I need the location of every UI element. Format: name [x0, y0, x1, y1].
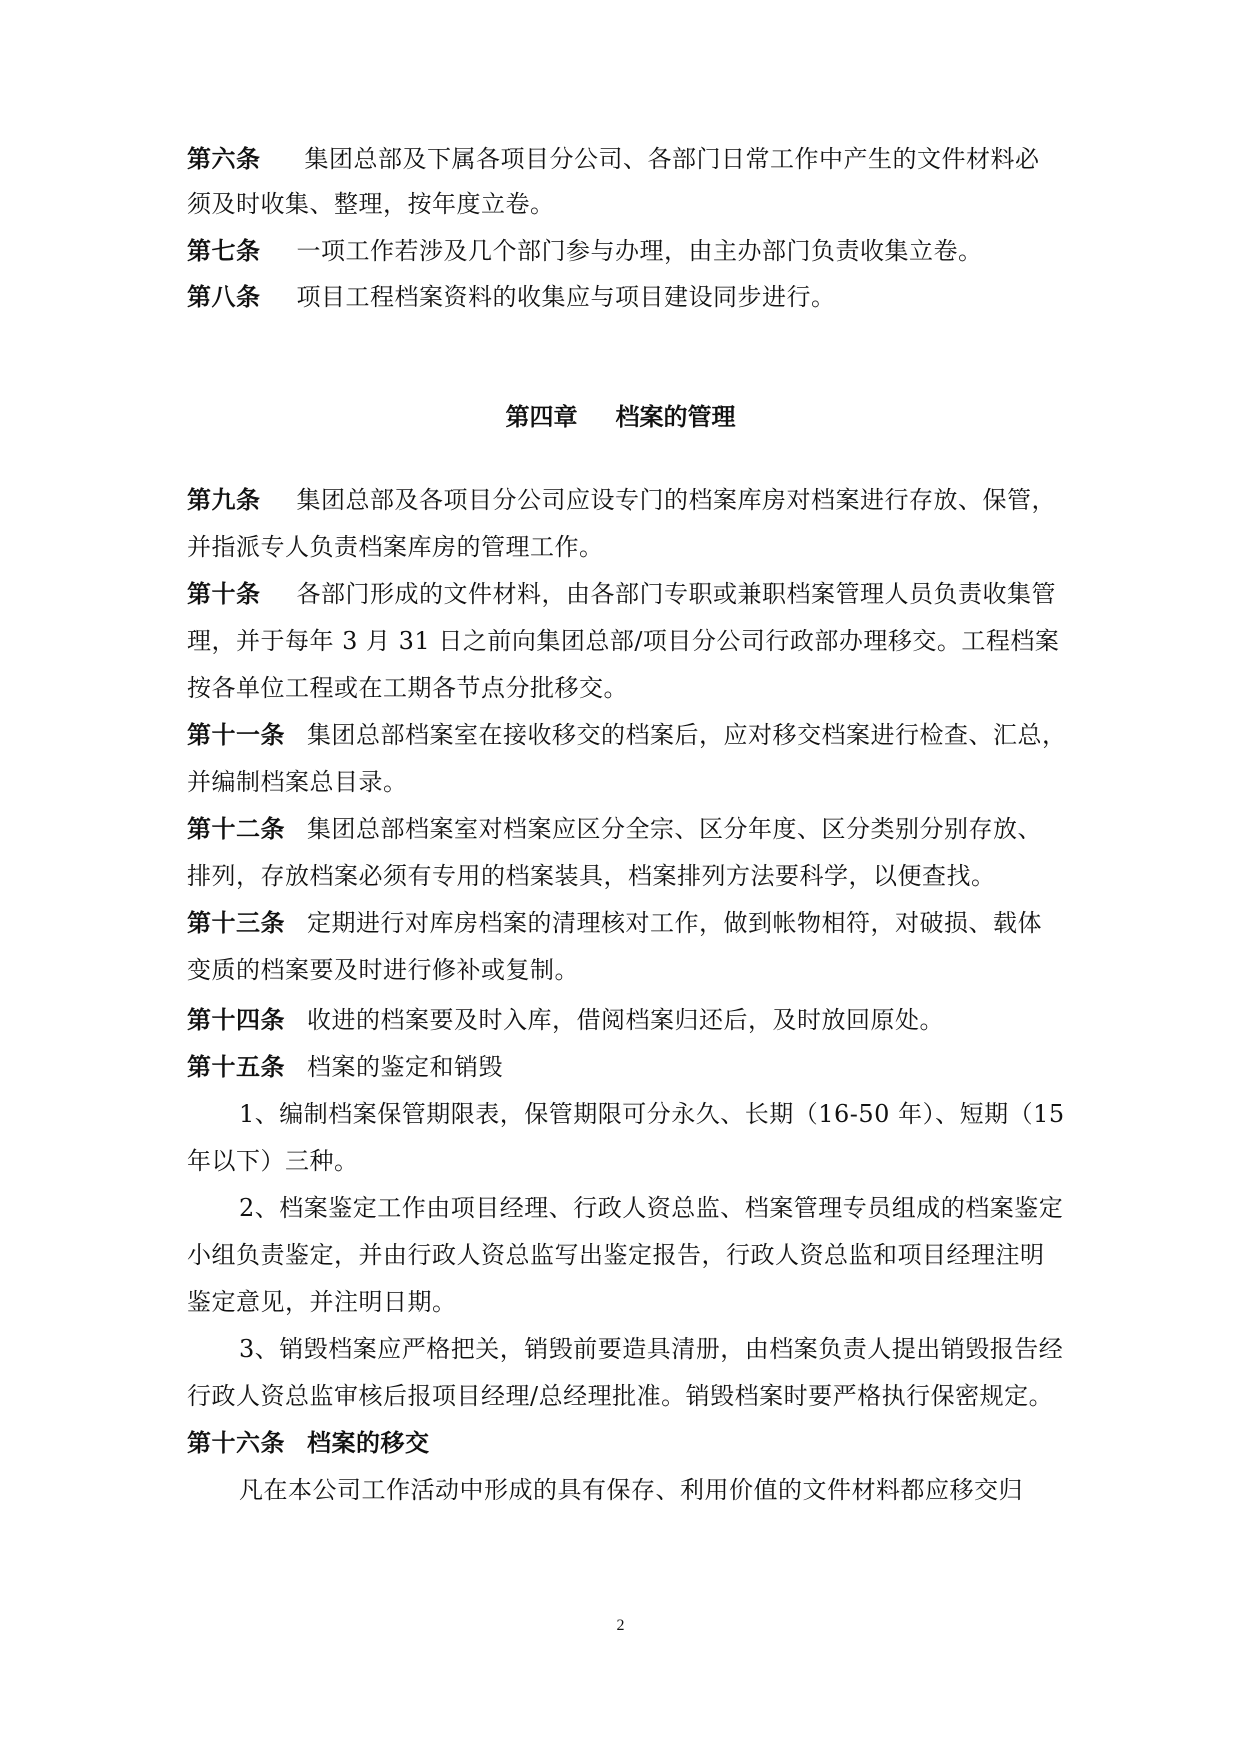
article-11-line-1 — [187, 718, 1067, 752]
article-9-text-1: 集团总部及各项目分公司应设专门的档案库房对档案进行存放、保管， — [296, 486, 1056, 514]
article-15-item-2-line-3: 鉴定意见，并注明日期。 — [187, 1288, 457, 1316]
article-8-text-1: 项目工程档案资料的收集应与项目建设同步进行。 — [296, 283, 836, 311]
article-12-line-2: 排列，存放档案必须有专用的档案装具，档案排列方法要科学，以便查找。 — [187, 862, 996, 890]
article-6-text-1: 集团总部及下属各项目分公司、各部门日常工作中产生的文件材料必 — [304, 145, 1040, 173]
article-11-text-1: 集团总部档案室在接收移交的档案后，应对移交档案进行检查、汇总， — [307, 721, 1067, 749]
article-15-item-3-line-2: 行政人资总监审核后报项目经理/总经理批准。销毁档案时要严格执行保密规定。 — [187, 1382, 1054, 1410]
article-6-line-2: 须及时收集、整理，按年度立卷。 — [187, 190, 555, 218]
chapter-title: 档案的管理 — [615, 403, 736, 431]
article-13-label: 第十三条 — [187, 909, 285, 937]
article-10-label: 第十条 — [187, 580, 261, 608]
article-15-item-1-line-2: 年以下）三种。 — [187, 1147, 359, 1175]
article-13-text-1: 定期进行对库房档案的清理核对工作，做到帐物相符，对破损、载体 — [307, 909, 1042, 937]
page-number: 2 — [616, 1617, 625, 1634]
article-15-line-1 — [187, 1050, 1067, 1084]
article-7-label: 第七条 — [187, 237, 261, 265]
article-13-line-1 — [187, 906, 1067, 940]
article-16-line-1 — [187, 1426, 1067, 1460]
article-15-item-3-line-1: 3、销毁档案应严格把关，销毁前要造具清册，由档案负责人提出销毁报告经 — [239, 1335, 1064, 1363]
article-14-text-1: 收进的档案要及时入库，借阅档案归还后，及时放回原处。 — [307, 1006, 944, 1034]
article-6-label: 第六条 — [187, 145, 261, 173]
article-9-label: 第九条 — [187, 486, 261, 514]
article-16-text-1: 凡在本公司工作活动中形成的具有保存、利用价值的文件材料都应移交归 — [239, 1476, 1023, 1504]
article-15-item-2-line-2: 小组负责鉴定，并由行政人资总监写出鉴定报告，行政人资总监和项目经理注明 — [187, 1241, 1045, 1269]
article-10-line-3: 按各单位工程或在工期各节点分批移交。 — [187, 674, 628, 702]
article-14-line-1 — [187, 1003, 1067, 1037]
article-12-text-1: 集团总部档案室对档案应区分全宗、区分年度、区分类别分别存放、 — [307, 815, 1042, 843]
article-12-label: 第十二条 — [187, 815, 285, 843]
article-10-line-1 — [187, 577, 1067, 611]
article-15-item-1-line-1: 1、编制档案保管期限表，保管期限可分永久、长期（16-50 年）、短期（15 — [239, 1100, 1065, 1128]
article-15-label: 第十五条 — [187, 1053, 285, 1081]
chapter-number: 第四章 — [505, 403, 578, 431]
article-12-line-1 — [187, 812, 1067, 846]
article-8-line-1 — [187, 280, 1067, 314]
article-16-label: 第十六条 — [187, 1429, 285, 1457]
article-7-text-1: 一项工作若涉及几个部门参与办理，由主办部门负责收集立卷。 — [296, 237, 983, 265]
article-11-line-2: 并编制档案总目录。 — [187, 768, 408, 796]
article-9-line-1 — [187, 483, 1067, 517]
article-8-label: 第八条 — [187, 283, 261, 311]
article-10-text-1: 各部门形成的文件材料，由各部门专职或兼职档案管理人员负责收集管 — [296, 580, 1056, 608]
article-9-line-2: 并指派专人负责档案库房的管理工作。 — [187, 533, 604, 561]
article-15-text-1: 档案的鉴定和销毁 — [307, 1053, 503, 1081]
chapter-heading — [0, 400, 1241, 434]
article-14-label: 第十四条 — [187, 1006, 285, 1034]
article-10-line-2: 理，并于每年 3 月 31 日之前向集团总部/项目分公司行政部办理移交。工程档案 — [187, 627, 1060, 655]
article-6-line-1 — [187, 142, 1067, 176]
article-13-line-2: 变质的档案要及时进行修补或复制。 — [187, 956, 579, 984]
article-15-item-2-line-1: 2、档案鉴定工作由项目经理、行政人资总监、档案管理专员组成的档案鉴定 — [239, 1194, 1064, 1222]
article-11-label: 第十一条 — [187, 721, 285, 749]
article-16-title: 档案的移交 — [307, 1429, 430, 1457]
article-7-line-1 — [187, 234, 1067, 268]
